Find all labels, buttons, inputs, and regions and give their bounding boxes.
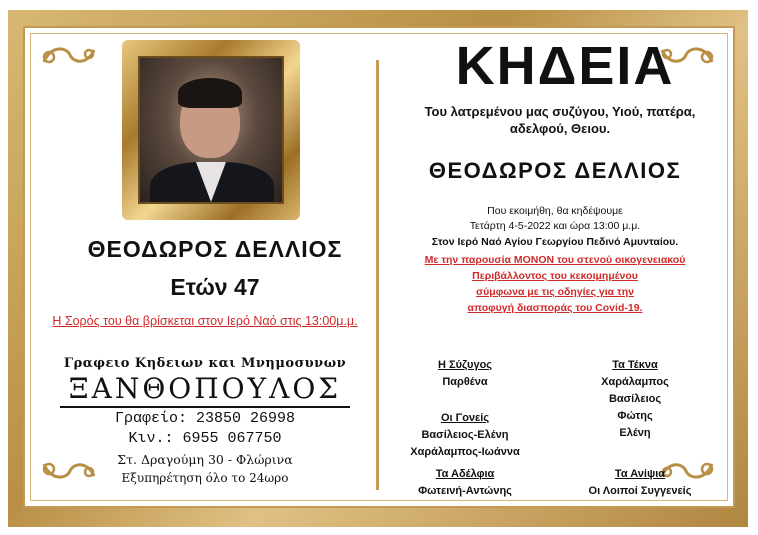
relatives-children: Τα Τέκνα Χαράλαμπος Βασίλειος Φώτης Ελένη [601,359,669,439]
funeral-date: Τετάρτη 4-5-2022 και ώρα 13:00 μ.μ. [469,220,641,232]
relatives-nephews: Τα Ανίψια Οι Λοιποί Συγγενείς [588,468,692,497]
photo-frame [122,40,300,220]
office-phone: Γραφείο: 23850 26998 [114,410,296,427]
office-mobile: Κιν.: 6955 067750 [128,430,282,447]
deceased-name-left: ΘΕΟΔΩΡΟΣ ΔΕΛΛΙΟΣ [87,236,343,262]
relatives-parents: Οι Γονείς Βασίλειος-Ελένη Χαράλαμπος-Ιωάννα [410,412,520,458]
office-address: Στ. Δραγούμη 30 - Φλώρινα [117,452,293,467]
funeral-office-title: Γραφειο Κηδειων και Μνημοσυνων [63,356,347,371]
info-line: Που εκοιμήθη, θα κηδέψουμε [487,205,623,217]
deceased-age: Ετών 47 [170,274,260,300]
announcement-title: ΚΗΔΕΙΑ [455,36,675,96]
church-location: Στον Ιερό Ναό Αγίου Γεωργίου Πεδινό Αμυνταίου. [431,236,679,248]
coffin-location-note: Η Σορός του θα βρίσκεται στον Ιερό Ναό στις 13:00μ.μ. [52,314,358,328]
office-hours: Εξυπηρέτηση όλο το 24ωρο [121,471,289,485]
portrait-photo [138,56,284,204]
column-divider [376,60,379,490]
ornament-scroll-icon [40,42,98,68]
relatives-siblings: Τα Αδέλφια Φωτεινή-Αντώνης [418,468,512,497]
relatives-spouse: Η Σύζυγος Παρθένα [437,359,493,388]
funeral-office-name: ΞΑΝΘΟΠΟΥΛΟΣ [60,372,350,408]
deceased-name-right: ΘΕΟΔΩΡΟΣ ΔΕΛΛΙΟΣ [428,158,682,183]
intro-text: Του λατρεμένου μας συζύγου, Υιού, πατέρα, αδελφού, Θειου. [424,104,696,136]
covid-notice: Με την παρουσία ΜΟΝΟΝ του στενού οικογενειακού Περιβάλλοντος του κεκοιμημένου σύμφωνα με τις οδηγίες για την αποφυγή διασποράς του Covid-19. [424,254,686,314]
